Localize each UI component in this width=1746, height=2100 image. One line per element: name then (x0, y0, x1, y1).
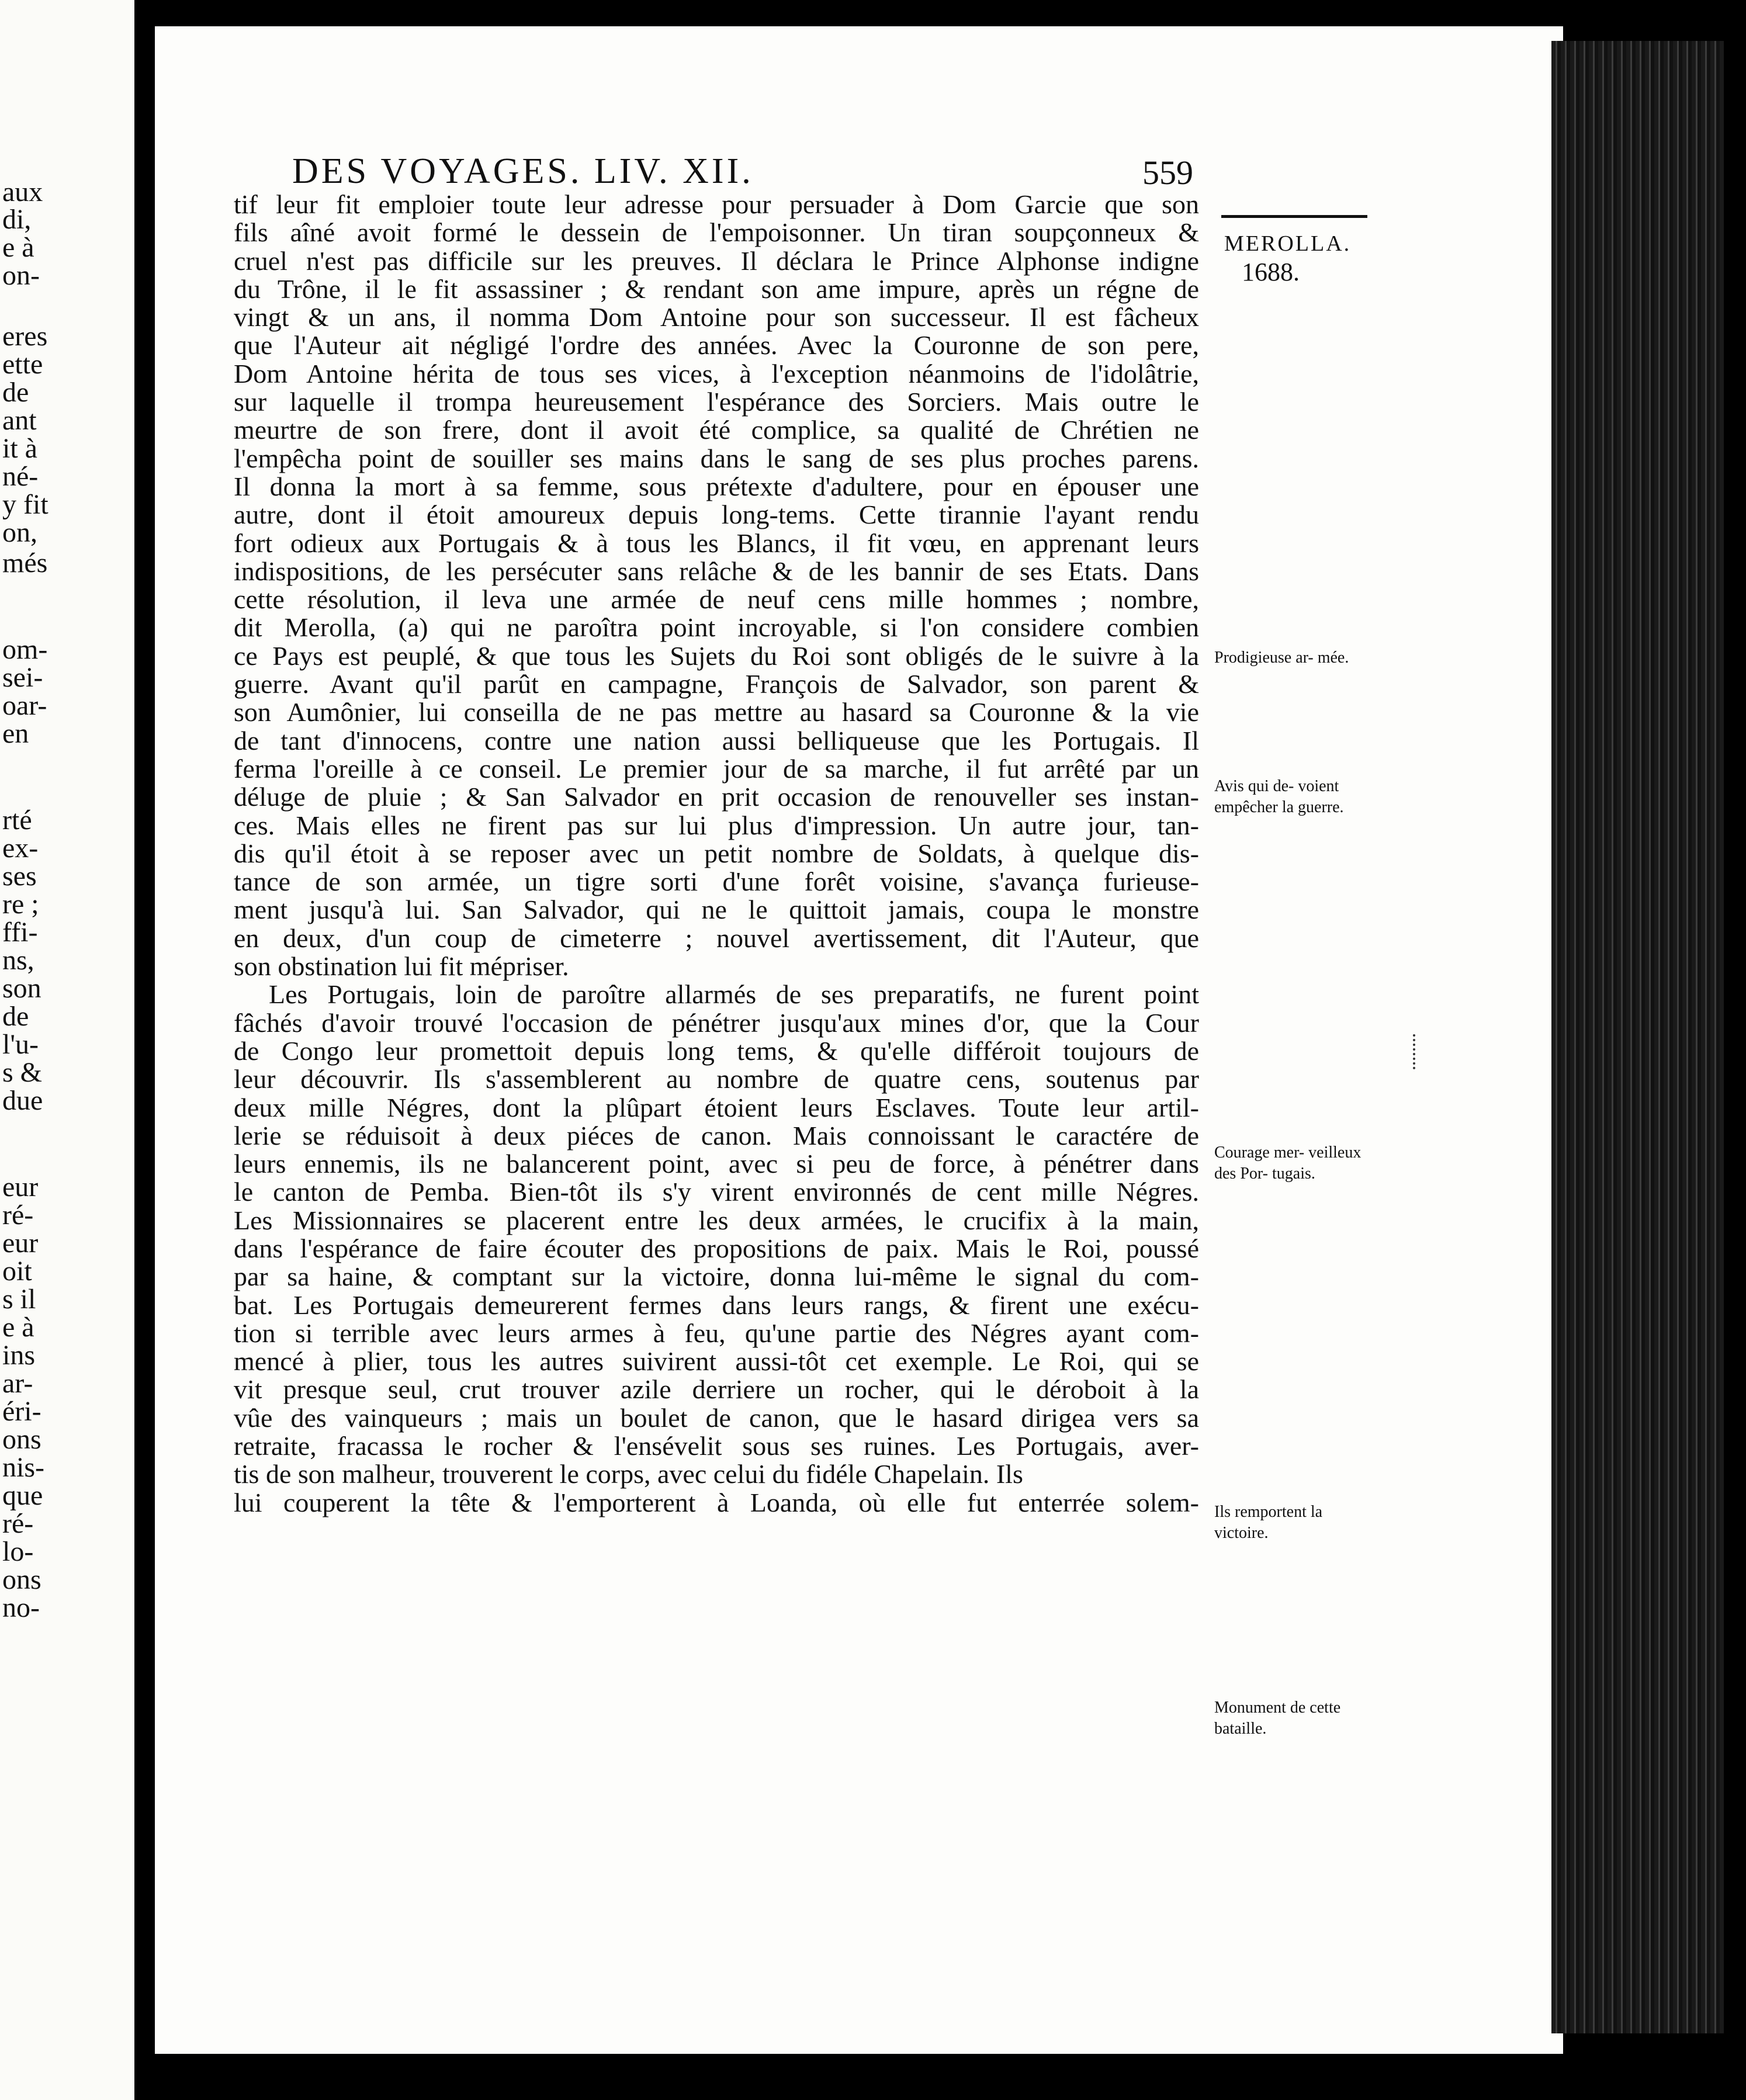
text-line: cruel n'est pas difficile sur les preuves. Il déclara le Prince Alphonse indigne (234, 245, 1199, 276)
left-page-fragment: de (2, 377, 29, 408)
text-line: déluge de pluie ; & San Salvador en prit occasion de renouveller ses instan- (234, 782, 1199, 812)
left-page-fragment: s & (2, 1057, 43, 1088)
left-page-fragment: it à (2, 433, 37, 464)
text-line: retraite, fracassa le rocher & l'ensévelit sous ses ruines. Les Portugais, aver- (234, 1431, 1199, 1461)
left-page-fragment: ar- (2, 1368, 33, 1399)
text-line: tance de son armée, un tigre sorti d'une forêt voisine, s'avança furieuse- (234, 867, 1199, 897)
text-line: vingt & un ans, il nomma Dom Antoine pour son successeur. Il est fâcheux (234, 302, 1199, 332)
page-number: 559 (1142, 154, 1193, 192)
text-line: de tant d'innocens, contre une nation aussi belliqueuse que les Portugais. Il (234, 725, 1199, 756)
text-line: ce Pays est peuplé, & que tous les Sujets du Roi sont obligés de le suivre à la (234, 640, 1199, 671)
left-page-fragment: e à (2, 1312, 34, 1343)
left-page-fragment: en (2, 718, 29, 749)
left-page-edge (0, 0, 134, 2100)
body-text (234, 190, 1199, 1517)
running-title: DES VOYAGES. LIV. XII. (292, 151, 754, 191)
text-line: dit Merolla, (a) qui ne paroîtra point incroyable, si l'on considere combien (234, 612, 1199, 643)
left-page-fragment: ons (2, 1564, 41, 1595)
left-page-fragment: ses (2, 861, 37, 892)
text-line: bat. Les Portugais demeurerent fermes dans leurs rangs, & firent une exécu- (234, 1290, 1199, 1320)
text-line: leurs ennemis, ils ne balancerent point, avec si peu de force, à pénétrer dans (234, 1149, 1199, 1179)
left-page-fragment: oit (2, 1256, 32, 1287)
text-line: meurtre de son frere, dont il avoit été complice, sa qualité de Chrétien ne (234, 415, 1199, 445)
text-line: indispositions, de les persécuter sans relâche & de les bannir de ses Etats. Dans (234, 556, 1199, 586)
text-line: Dom Antoine hérita de tous ses vices, à l'exception néanmoins de l'idolâtrie, (234, 358, 1199, 389)
margin-note: Courage mer- veilleux des Por- tugais. (1214, 1143, 1362, 1183)
text-line: deux mille Négres, dont la plûpart étoient leurs Esclaves. Toute leur artil- (234, 1092, 1199, 1122)
left-page-fragment: éri- (2, 1396, 41, 1427)
left-page-fragment: né- (2, 461, 39, 492)
left-page-fragment: son (2, 973, 41, 1004)
left-page-fragment: eur (2, 1172, 39, 1203)
text-line: mencé à plier, tous les autres suivirent aussi-tôt cet exemple. Le Roi, qui se (234, 1346, 1199, 1377)
margin-note: Prodigieuse ar- mée. (1214, 649, 1349, 667)
left-page-fragment: ons (2, 1424, 41, 1455)
text-line: en deux, d'un coup de cimeterre ; nouvel avertissement, dit l'Auteur, que (234, 923, 1199, 953)
text-line: tion si terrible avec leurs armes à feu, qu'une partie des Négres ayant com- (234, 1318, 1199, 1348)
left-page-fragment: lo- (2, 1536, 34, 1567)
text-line: Les Portugais, loin de paroître allarmés de ses preparatifs, ne furent point (269, 979, 1199, 1010)
text-line: Il donna la mort à sa femme, sous prétexte d'adultere, pour en épouser une (234, 471, 1199, 501)
book-page-edges (1551, 41, 1724, 2033)
text-line: par sa haine, & comptant sur la victoire, donna lui-même le signal du com- (234, 1262, 1199, 1292)
left-page-fragment: di, (2, 204, 32, 235)
margin-note: Avis qui de- voient empêcher la guerre. (1214, 777, 1344, 816)
left-page-fragment: on- (2, 260, 40, 291)
text-line: tis de son malheur, trouverent le corps, avec celui du fidéle Chapelain. Ils (234, 1459, 1023, 1489)
text-line: vûe des vainqueurs ; mais un boulet de canon, que le hasard dirigea vers sa (234, 1402, 1199, 1433)
text-line: leur découvrir. Ils s'assemblerent au nombre de quatre cens, soutenus par (234, 1064, 1199, 1094)
left-page-fragment: s il (2, 1284, 36, 1315)
left-page-fragment: no- (2, 1592, 40, 1623)
text-line: que l'Auteur ait négligé l'ordre des années. Avec la Couronne de son pere, (234, 330, 1199, 361)
left-page-fragment: ns, (2, 945, 34, 976)
text-line: tif leur fit emploier toute leur adresse pour persuader à Dom Garcie que son (234, 189, 1199, 219)
left-page-fragment: aux (2, 176, 43, 207)
left-page-fragment: rté (2, 805, 32, 836)
left-page-fragment: ex- (2, 833, 39, 864)
left-page-fragment: que (2, 1480, 43, 1511)
left-page-fragment: més (2, 547, 48, 578)
text-line: vit presque seul, crut trouver azile derriere un rocher, qui le déroboit à la (234, 1374, 1199, 1405)
text-line: le canton de Pemba. Bien-tôt ils s'y virent environnés de cent mille Négres. (234, 1177, 1199, 1207)
text-line: son Aumônier, lui conseilla de ne pas mettre au hasard sa Couronne & la vie (234, 697, 1199, 727)
margin-author: MEROLLA. (1224, 231, 1352, 256)
left-page-fragment: nis- (2, 1452, 44, 1483)
left-page-fragment: ré- (2, 1200, 34, 1231)
left-page-fragment: ette (2, 349, 43, 380)
text-line: fils aîné avoit formé le dessein de l'empoisonner. Un tiran soupçonneux & (234, 217, 1199, 248)
left-page-fragment: ffi- (2, 917, 38, 948)
text-line: ferma l'oreille à ce conseil. Le premier jour de sa marche, il fut arrêté par un (234, 753, 1199, 784)
text-line: dans l'espérance de faire écouter des propositions de paix. Mais le Roi, poussé (234, 1233, 1199, 1263)
left-page-fragment: de (2, 1001, 29, 1032)
left-page-fragment: oar- (2, 690, 47, 721)
left-page-fragment: e à (2, 232, 34, 263)
left-page-fragment: ant (2, 405, 37, 436)
left-page-fragment: ins (2, 1340, 36, 1371)
margin-marks (1413, 1034, 1418, 1069)
left-page-fragment: y fit (2, 489, 49, 520)
text-line: lui couperent la tête & l'emporterent à Loanda, où elle fut enterrée solem- (234, 1487, 1199, 1517)
text-line: son obstination lui fit mépriser. (234, 951, 569, 982)
text-line: ment jusqu'à lui. San Salvador, qui ne le quittoit jamais, coupa le monstre (234, 895, 1199, 925)
text-line: de Congo leur promettoit depuis long tems, & qu'elle différoit toujours de (234, 1035, 1199, 1066)
text-line: fâchés d'avoir trouvé l'occasion de pénétrer jusqu'aux mines d'or, que la Cour (234, 1007, 1199, 1038)
text-line: dis qu'il étoit à se reposer avec un petit nombre de Soldats, à quelque dis- (234, 838, 1199, 868)
text-line: l'empêcha point de souiller ses mains dans le sang de ses plus proches parens. (234, 443, 1199, 473)
left-page-fragment: ré- (2, 1508, 34, 1539)
left-page-fragment: eur (2, 1228, 39, 1259)
margin-note: Monument de cette bataille. (1214, 1699, 1341, 1738)
text-line: ces. Mais elles ne firent pas sur lui plus d'impression. Un autre jour, tan- (234, 810, 1199, 840)
text-line: sur laquelle il trompa heureusement l'espérance des Sorciers. Mais outre le (234, 387, 1199, 417)
left-page-fragment: om- (2, 634, 48, 665)
text-line: Les Missionnaires se placerent entre les deux armées, le crucifix à la main, (234, 1205, 1199, 1235)
text-line: lerie se réduisoit à deux piéces de canon. Mais connoissant le caractére de (234, 1120, 1199, 1151)
text-line: autre, dont il étoit amoureux depuis long-tems. Cette tirannie l'ayant rendu (234, 500, 1199, 530)
left-page-fragment: eres (2, 321, 48, 352)
left-page-fragment: due (2, 1085, 43, 1116)
text-line: cette résolution, il leva une armée de neuf cens mille hommes ; nombre, (234, 584, 1199, 615)
left-page-fragment: on, (2, 517, 37, 548)
left-page-fragment: sei- (2, 662, 43, 693)
margin-note: Ils remportent la victoire. (1214, 1503, 1323, 1542)
margin-year: 1688. (1242, 258, 1300, 286)
text-line: du Trône, il le fit assassiner ; & rendant son ame impure, après un régne de (234, 273, 1199, 304)
text-line: guerre. Avant qu'il parût en campagne, François de Salvador, son parent & (234, 669, 1199, 699)
text-line: fort odieux aux Portugais & à tous les Blancs, il fit vœu, en apprenant leurs (234, 528, 1199, 558)
margin-rule (1221, 215, 1367, 218)
left-page-fragment: re ; (2, 889, 39, 920)
left-page-fragment: l'u- (2, 1029, 39, 1060)
